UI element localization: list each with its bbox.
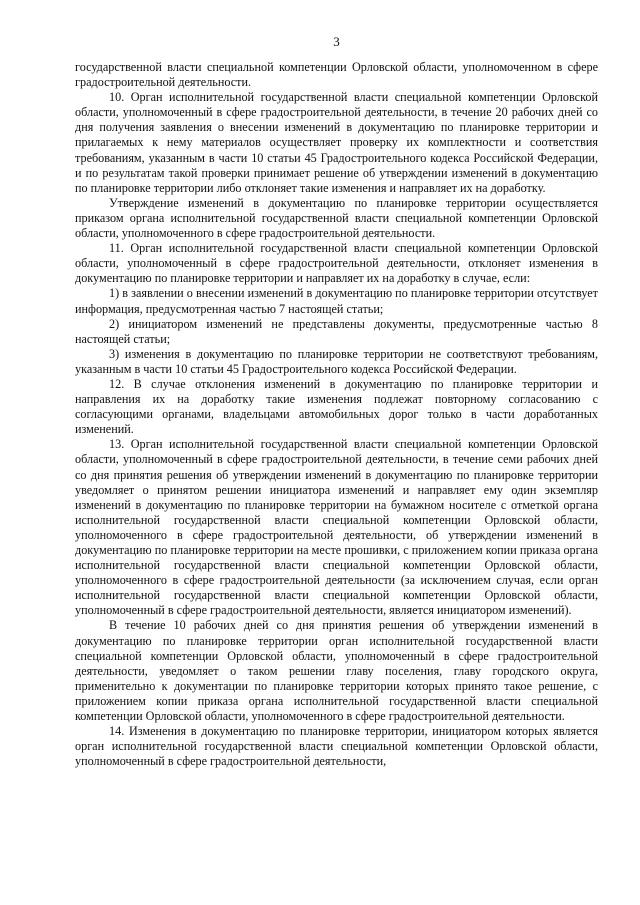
list-item-1: 1) в заявлении о внесении изменений в документацию по планировке территории отсутствует информация, предусмотренная частью 7 настоящей статьи; [75,286,598,316]
paragraph-notification: В течение 10 рабочих дней со дня принятия решения об утверждении изменений в документацию по планировке территории орган исполнительной государственной власти специальной компетенции Орловской области, уполномоченный в сфере градостроительной деятельности, уведомляет о таком решении главу поселения, главу городского округа, применительно к документации по планировке территории которых принято такое решение, с приложением копии приказа органа исполнительной государственной власти специальной компетенции Орловской области, уполномоченного в сфере градостроительной деятельности. [75,618,598,724]
paragraph-14: 14. Изменения в документацию по планировке территории, инициатором которых является орган исполнительной государственной власти специальной компетенции Орловской области, уполномоченный в сфере градостроительной деятельности, [75,724,598,769]
list-item-2: 2) инициатором изменений не представлены документы, предусмотренные частью 8 настоящей статьи; [75,316,598,346]
paragraph-continuation: государственной власти специальной компетенции Орловской области, уполномоченном в сфере градостроительной деятельности. [75,60,598,90]
paragraph-10: 10. Орган исполнительной государственной власти специальной компетенции Орловской области, уполномоченный в сфере градостроительной деятельности, в течение 20 рабочих дней со дня получения заявления о внесении изменений в документацию по планировке территории и прилагаемых к нему материалов осуществляет проверку их комплектности и соответствия требованиям, указанным в части 10 статьи 45 Градостроительного кодекса Российской Федерации, и по результатам такой проверки принимает решение об утверждении изменений в документацию по планировке территории либо отклоняет такие изменения и направляет их на доработку. [75,90,598,195]
list-item-3: 3) изменения в документацию по планировке территории не соответствуют требованиям, указанным в части 10 статьи 45 Градостроительного кодекса Российской Федерации. [75,346,598,376]
paragraph-12: 12. В случае отклонения изменений в документацию по планировке территории и направления их на доработку такие изменения подлежат повторному согласованию с согласующими органами, владельцами автомобильных дорог только в части доработанных изменений. [75,376,598,437]
paragraph-13: 13. Орган исполнительной государственной власти специальной компетенции Орловской области, уполномоченный в сфере градостроительной деятельности, в течение семи рабочих дней со дня принятия решения об утверждении изменений в документацию по планировке территории уведомляет о принятом решении инициатора изменений и направляет ему один экземпляр изменений в документацию по планировке территории на бумажном носителе с отметкой органа исполнительной государственной власти специальной компетенции Орловской области, уполномоченного в сфере градостроительной деятельности, об утверждении изменений в документацию по планировке территории на месте прошивки, с приложением копии приказа органа исполнительной государственной власти специальной компетенции Орловской области, уполномоченного в сфере градостроительной деятельности (за исключением случая, если орган исполнительной государственной власти специальной компетенции Орловской области, уполномоченный в сфере градостроительной деятельности, является инициатором изменений). [75,437,598,618]
paragraph-11: 11. Орган исполнительной государственной власти специальной компетенции Орловской области, уполномоченный в сфере градостроительной деятельности, отклоняет изменения в документацию по планировке территории и направляет их на доработку в случае, если: [75,241,598,286]
paragraph-approval: Утверждение изменений в документацию по планировке территории осуществляется приказом органа исполнительной государственной власти специальной компетенции Орловской области, уполномоченного в сфере градостроительной деятельности. [75,195,598,241]
page-number: 3 [333,34,340,49]
